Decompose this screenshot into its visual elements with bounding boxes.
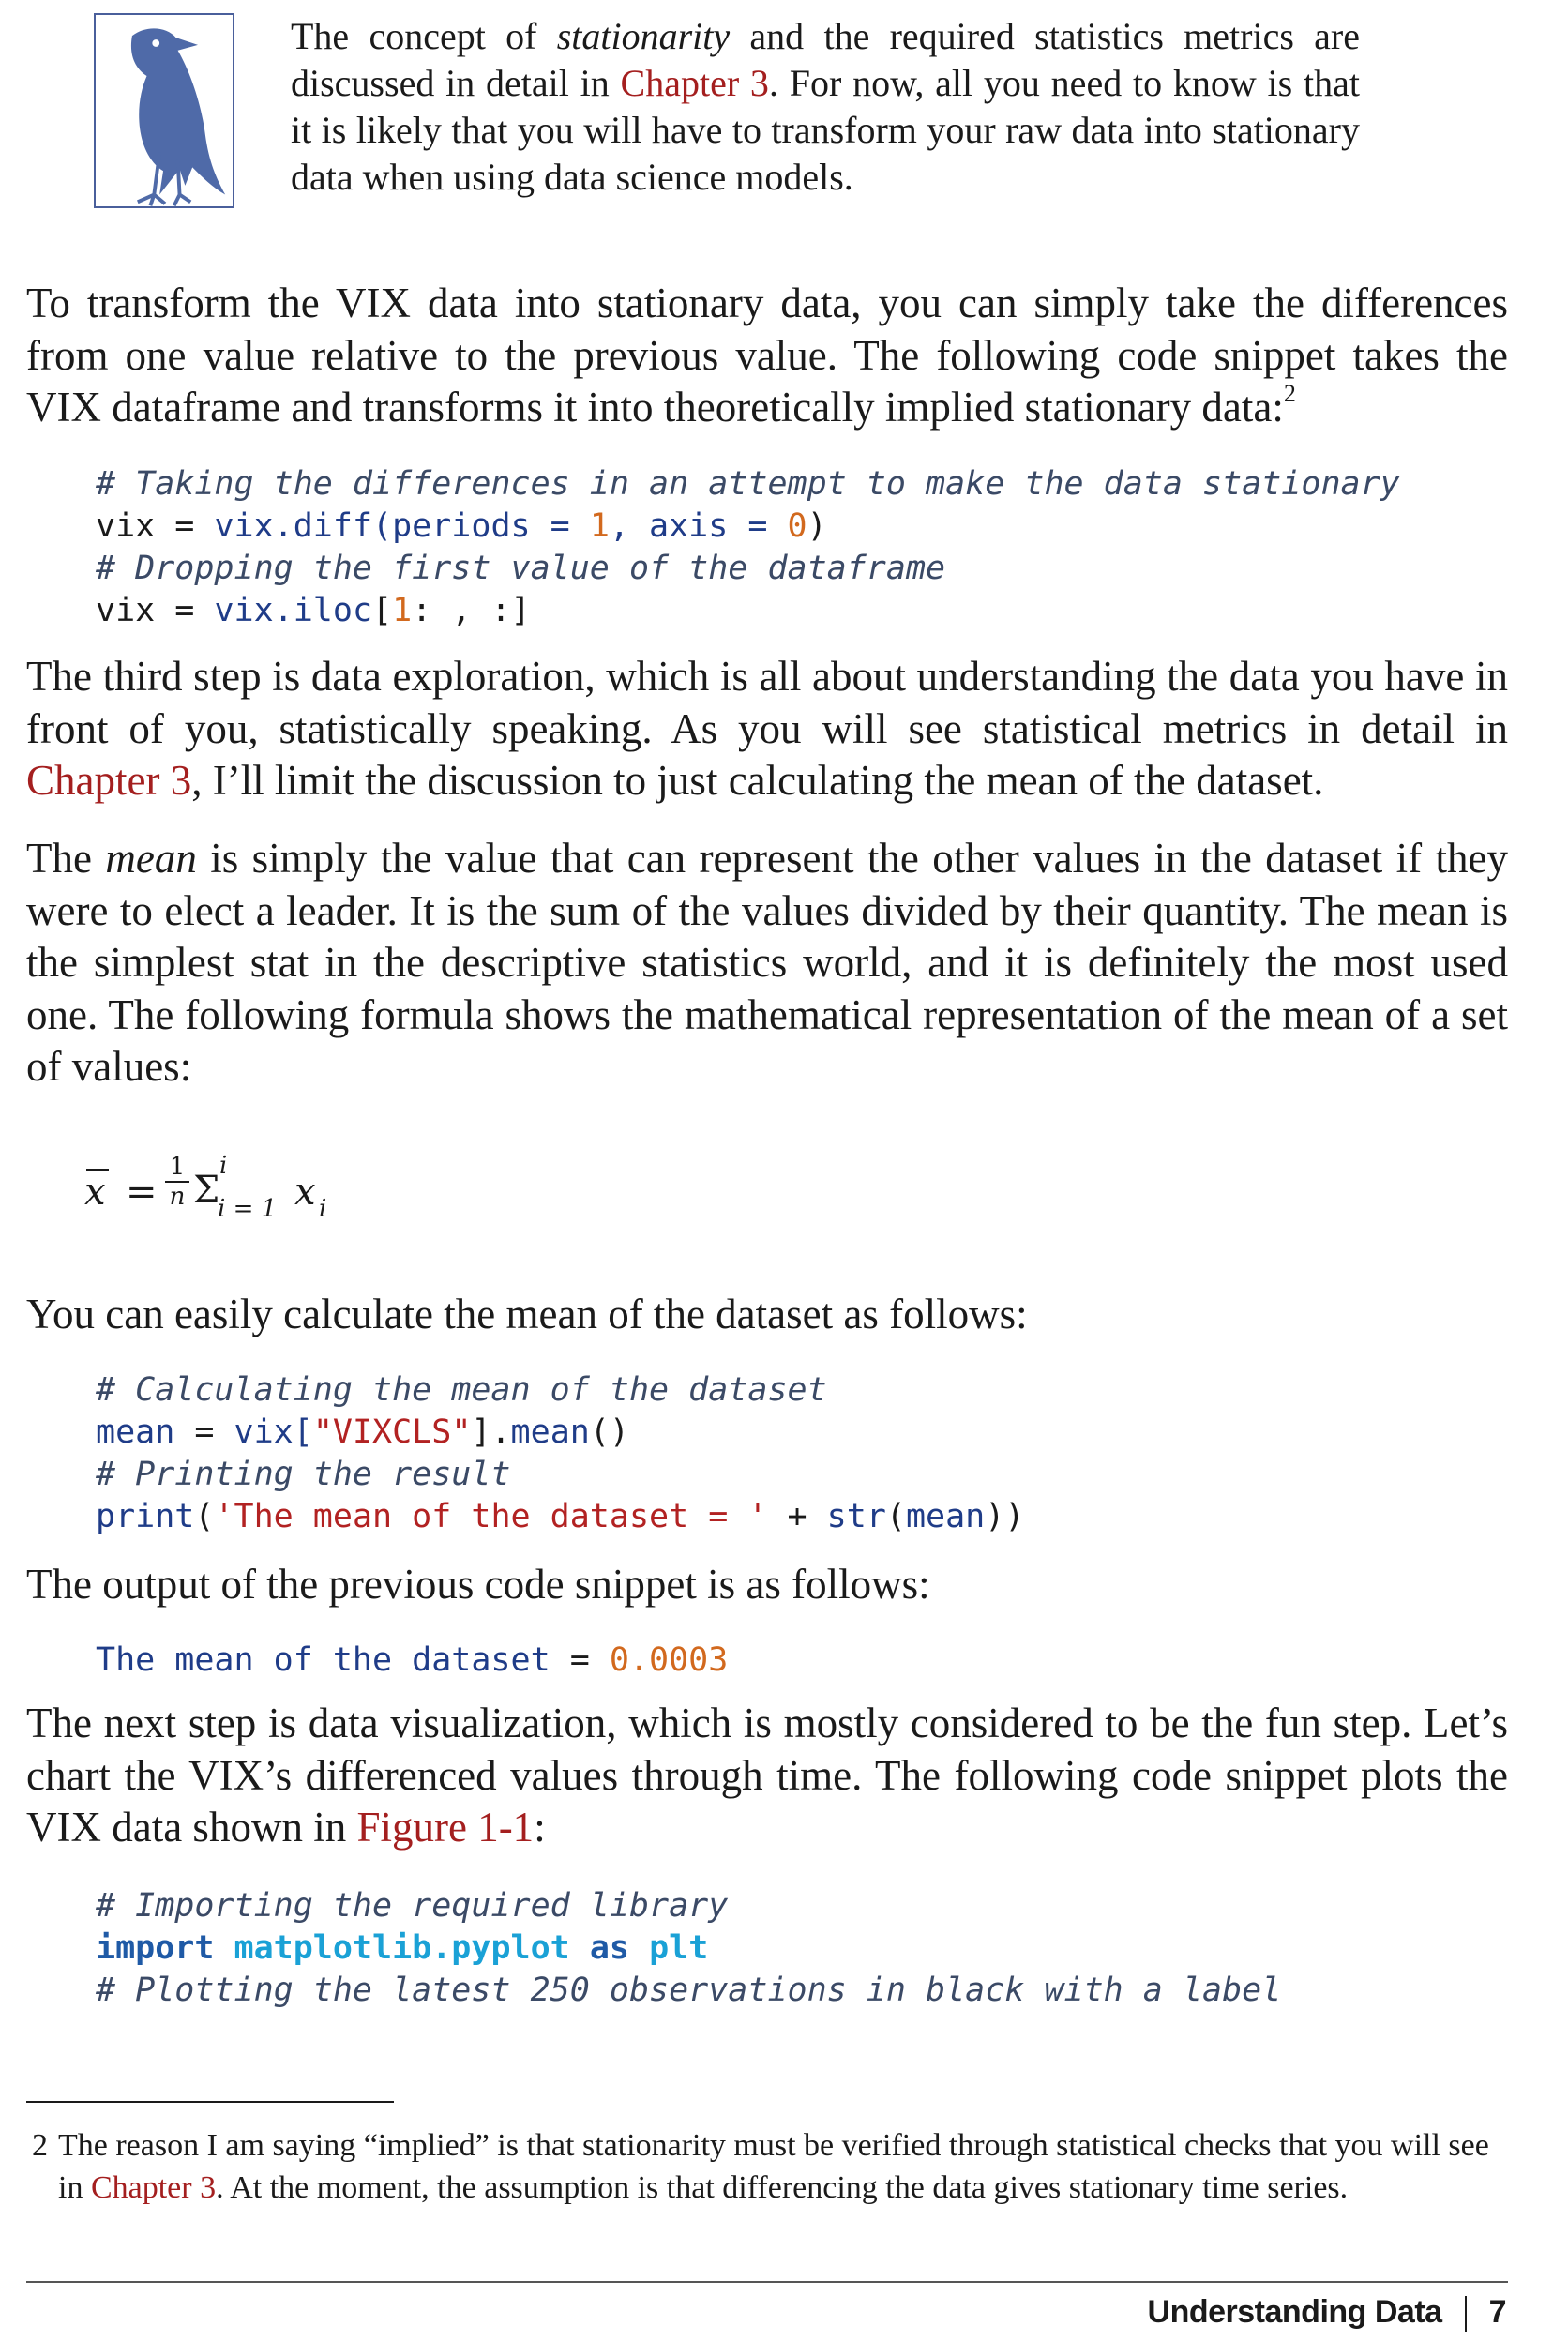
footnote-rule: [26, 2101, 394, 2103]
code-line: print('The mean of the dataset = ' + str(mean)): [96, 1498, 1025, 1535]
crow-icon: [94, 13, 234, 208]
code-block-plot: [96, 1885, 1281, 2012]
formula-equals: =: [126, 1171, 158, 1214]
paragraph-transform: To transform the VIX data into stationary data, you can simply take the differences from one value relative to the previous value. The following code snippet takes the VIX dataframe and transforms it into theoretically implied stationary data:$^2$: [26, 280, 1508, 431]
footnote: [32, 2124, 1495, 2209]
note-text: The concept of stationarity and the required statistics metrics are discussed in detail in Chapter 3. For now, all you need to know is that it is likely that you will have to transform your raw data into stationary data when using data science models.: [291, 15, 1360, 198]
paragraph-mean: The mean is simply the value that can represent the other values in the dataset if they were to elect a leader. It is the sum of the values divided by their quantity. The mean is the simplest stat in the descriptive statistics world, and it is definitely the most used one. The following formula shows the mathematical representation of the mean of a set of values:: [26, 835, 1508, 1090]
code-comment: # Dropping the first value of the dataframe: [96, 550, 946, 587]
code-comment: # Printing the result: [96, 1456, 511, 1493]
formula-fraction: 1 n: [165, 1154, 189, 1210]
code-output: The mean of the dataset = 0.0003: [96, 1641, 729, 1679]
code-line: vix = vix.iloc[1: , :]: [96, 592, 531, 629]
code-comment: # Taking the differences in an attempt to make the data stationary: [96, 465, 1400, 503]
figure-1-1-link[interactable]: Figure 1-1: [356, 1804, 535, 1851]
chapter-3-link[interactable]: Chapter 3: [90, 2170, 217, 2205]
code-comment: # Importing the required library: [96, 1887, 729, 1925]
note-box: [94, 13, 1388, 210]
paragraph-output-intro: The output of the previous code snippet is as follows:: [26, 1561, 930, 1608]
footnote-ref[interactable]: 2: [1283, 380, 1296, 407]
formula-term-subscript: i: [319, 1195, 327, 1223]
code-block-differencing: [96, 463, 1400, 632]
section-title: Understanding Data: [1147, 2294, 1442, 2330]
footnote-number: 2: [32, 2128, 48, 2163]
formula-lower-limit: i = 1: [218, 1195, 278, 1223]
formula-upper-limit: i: [219, 1152, 228, 1180]
code-line: mean = vix["VIXCLS"].mean(): [96, 1413, 629, 1451]
code-comment: # Plotting the latest 250 observations in black with a label: [96, 1972, 1282, 2009]
chapter-3-link[interactable]: Chapter 3: [26, 757, 192, 804]
footer-rule: [26, 2281, 1508, 2283]
footnote-text: The reason I am saying “implied” is that stationarity must be verified through statistical checks that you will see in Chapter 3. At the moment, the assumption is that differencing the data gives stationary time series.: [58, 2128, 1489, 2205]
code-line: vix = vix.diff(periods = 1, axis = 0): [96, 507, 827, 545]
formula-term: x: [294, 1171, 316, 1214]
footer-separator: [1465, 2296, 1467, 2332]
running-footer: [1148, 2294, 1506, 2332]
code-comment: # Calculating the mean of the dataset: [96, 1371, 827, 1409]
paragraph-calc-intro: You can easily calculate the mean of the dataset as follows:: [26, 1291, 1028, 1337]
formula-lhs: x: [84, 1171, 106, 1214]
paragraph-visualization: The next step is data visualization, which is mostly considered to be the fun step. Let’s chart the VIX’s differenced values through time. The following code snippet plots the VIX data shown in Figure 1-1:: [26, 1700, 1508, 1851]
page-number: 7: [1488, 2294, 1506, 2330]
code-block-mean: [96, 1369, 1024, 1538]
formula-sigma: Σ: [193, 1169, 220, 1212]
chapter-3-link[interactable]: Chapter 3: [620, 62, 769, 104]
code-line: import matplotlib.pyplot as plt: [96, 1929, 709, 1967]
paragraph-exploration: The third step is data exploration, which is all about understanding the data you have in front of you, statistically speaking. As you will see statistical metrics in detail in Chapter 3, I’ll limit the discussion to just calculating the mean of the dataset.: [26, 653, 1508, 804]
